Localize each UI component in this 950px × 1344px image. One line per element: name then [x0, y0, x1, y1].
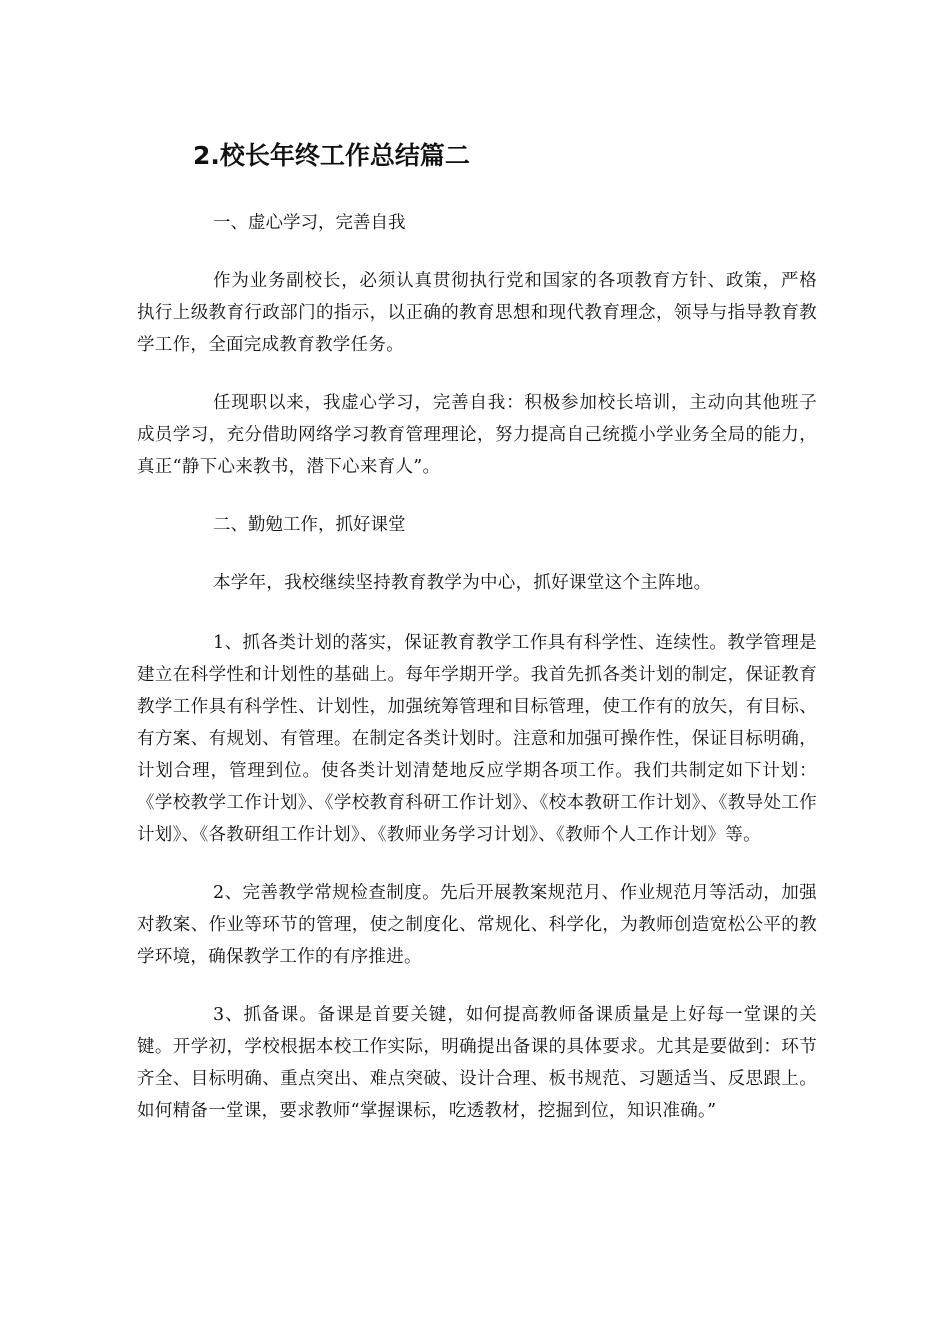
- section-2-paragraph-1: 本学年，我校继续坚持教育教学为中心，抓好课堂这个主阵地。: [213, 573, 712, 593]
- section-1-paragraph-2: 任现职以来，我虚心学习，完善自我：积极参加校长培训，主动向其他班子成员学习，充分借助网络学习教育管理理论，努力提高自己统揽小学业务全局的能力，真正“静下心来教书，潜下心来育人”。: [137, 393, 817, 477]
- document-body: [137, 207, 817, 1153]
- section-heading-2: 二、勤勉工作，抓好课堂: [213, 515, 406, 535]
- section-2-paragraph-3: 2、完善教学常规检查制度。先后开展教案规范月、作业规范月等活动，加强对教案、作业等环节的管理，使之制度化、常规化、科学化，为教师创造宽松公平的教学环境，确保教学工作的有序推进。: [137, 883, 817, 967]
- document-title: 2.校长年终工作总结篇二: [193, 141, 470, 170]
- section-1-paragraph-1: 作为业务副校长，必须认真贯彻执行党和国家的各项教育方针、政策，严格执行上级教育行政部门的指示，以正确的教育思想和现代教育理念，领导与指导教育教学工作，全面完成教育教学任务。: [137, 271, 817, 355]
- section-2-paragraph-4: 3、抓备课。备课是首要关键，如何提高教师备课质量是上好每一堂课的关键。开学初，学校根据本校工作实际，明确提出备课的具体要求。尤其是要做到：环节齐全、目标明确、重点突出、难点突破、设计合理、板书规范、习题适当、反思跟上。如何精备一堂课，要求教师“掌握课标，吃透教材，挖掘到位，知识准确。”: [137, 1005, 817, 1121]
- section-2-paragraph-2: 1、抓各类计划的落实，保证教育教学工作具有科学性、连续性。教学管理是建立在科学性和计划性的基础上。每年学期开学。我首先抓各类计划的制定，保证教育教学工作具有科学性、计划性，加强统筹管理和目标管理，使工作有的放矢，有目标、有方案、有规划、有管理。在制定各类计划时。注意和加强可操作性，保证目标明确，计划合理，管理到位。使各类计划清楚地反应学期各项工作。我们共制定如下计划：《学校教学工作计划》、《学校教育科研工作计划》、《校本教研工作计划》、《教导处工作计划》、《各教研组工作计划》、《教师业务学习计划》、《教师个人工作计划》等。: [137, 633, 817, 845]
- section-heading-1: 一、虚心学习，完善自我: [213, 213, 406, 233]
